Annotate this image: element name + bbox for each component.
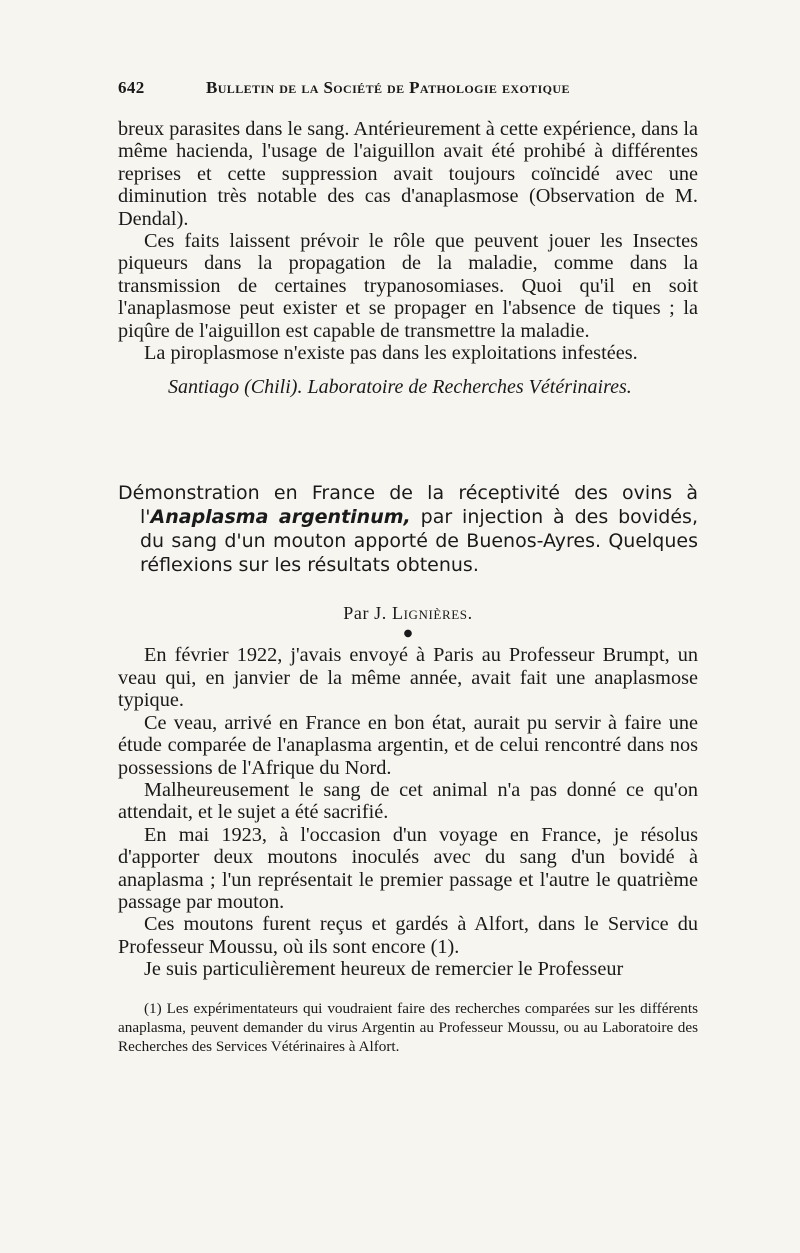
paragraph: En février 1922, j'avais envoyé à Paris au Professeur Brumpt, un veau qui, en janvier de la même année, avait fait une anaplasmose typique. bbox=[118, 644, 698, 712]
page-number: 642 bbox=[118, 78, 145, 97]
running-head bbox=[118, 78, 698, 98]
title-part-1: Démonstration en France de la réceptivité des ovins à l' bbox=[118, 482, 698, 529]
paragraph: Ce veau, arrivé en France en bon état, aurait pu servir à faire une étude comparée de l'anaplasma argentin, et de celui rencontré dans nos possessions de l'Afrique du Nord. bbox=[118, 711, 698, 779]
paragraph: breux parasites dans le sang. Antérieurement à cette expérience, dans la même hacienda, l'usage de l'aiguillon avait été prohibé à différentes reprises et cette suppression avait toujours coïncidé avec une diminution très notable des cas d'anaplasmose (Observation de M. Dendal). bbox=[118, 118, 699, 230]
previous-article bbox=[118, 118, 698, 364]
footnote: (1) Les expérimentateurs qui voudraient faire des recherches comparées sur les différents anaplasma, peuvent demander du virus Argentin au Professeur Moussu, ou au Laboratoire des Recherches des Services Vétérinaires à Alfort. bbox=[118, 999, 698, 1055]
page bbox=[118, 78, 698, 1056]
signature-line: Santiago (Chili). Laboratoire de Recherches Vétérinaires. bbox=[168, 376, 632, 399]
byline bbox=[118, 603, 698, 624]
paragraph: Malheureusement le sang de cet animal n'a pas donné ce qu'on attendait, et le sujet a été sacrifié. bbox=[118, 778, 698, 824]
title-part-2: par injection à des bovidés, du sang d'un mouton apporté de Buenos-Ayres. Quelques réflexions sur les résultats obtenus. bbox=[140, 506, 698, 577]
title-species: Anaplasma argentinum, bbox=[150, 506, 411, 529]
paragraph: Je suis particulièrement heureux de remercier le Professeur bbox=[144, 958, 624, 981]
bullet-mark: ● bbox=[403, 628, 413, 640]
byline-author: Lignières. bbox=[391, 603, 473, 624]
byline-prefix: Par J. bbox=[343, 603, 392, 624]
article-body bbox=[118, 644, 698, 980]
article-title bbox=[118, 481, 698, 577]
paragraph: Ces faits laissent prévoir le rôle que peuvent jouer les Insectes piqueurs dans la propagation de la maladie, comme dans la transmission de certaines trypanosomiases. Quoi qu'il en soit l'anaplasmose peut exister et se propager en l'absence de tiques ; la piqûre de l'aiguillon est capable de transmettre la maladie. bbox=[118, 230, 698, 342]
paragraph: Ces moutons furent reçus et gardés à Alfort, dans le Service du Professeur Moussu, où ils sont encore (1). bbox=[118, 913, 698, 958]
paragraph: La piroplasmose n'existe pas dans les exploitations infestées. bbox=[144, 342, 638, 365]
paragraph: En mai 1923, à l'occasion d'un voyage en France, je résolus d'apporter deux moutons inoculés avec du sang d'un bovidé à anaplasma ; l'un représentait le premier passage et l'autre le quatrième passage par mouton. bbox=[118, 823, 698, 913]
journal-title: Bulletin de la Société de Pathologie exotique bbox=[206, 78, 570, 97]
